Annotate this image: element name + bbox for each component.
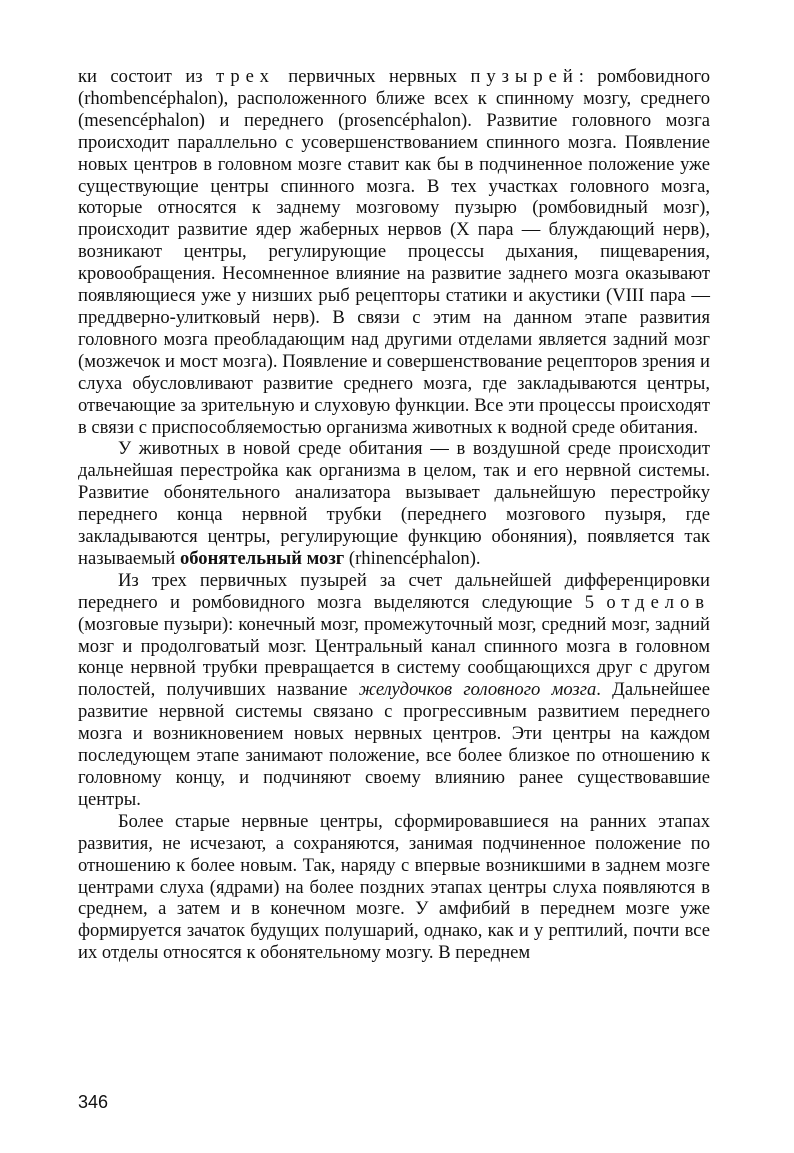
bold-term: обонятельный мозг	[179, 547, 345, 569]
text-run: . Дальнейшее развитие нервной системы связано с прогрессивным развитием переднего мозга и возникновением новых нервных центров. Эти центры на каждом последующем этапе занимают положение, все более близкое по отношению к головному концу, и подчиняют своему влиянию ранее существовавшие центры.	[78, 679, 710, 810]
text-run: ки состоит из	[78, 66, 217, 87]
text-run: Из трех первичных пузырей за счет дальнейшей дифференцировки переднего и ромбовидного мозга выделяются следующие 5	[78, 569, 710, 613]
spaced-text-run: пузырей	[470, 66, 579, 87]
page-body	[78, 66, 710, 964]
paragraph-1	[78, 66, 710, 438]
text-run: первичных нервных	[274, 66, 471, 87]
italic-term: желудочков головного мозга	[358, 679, 597, 701]
page-number: 346	[78, 1092, 109, 1112]
spaced-text-run: отделов	[606, 591, 710, 613]
paragraph-3	[78, 570, 710, 811]
spaced-text-run: трех	[216, 66, 275, 87]
paragraph-4	[78, 811, 710, 964]
text-run: : ромбовидного (rhombencéphalon), расположенного ближе всех к спинному мозгу, среднего (mesencéphalon) и переднего (prosencéphalon). Развитие головного мозга происходит параллельно с усовершенствованием спинного мозга. Появление новых центров в головном мозге ставит как бы в подчиненное положение уже существующие центры спинного мозга. В тех участках головного мозга, которые относятся к заднему мозговому пузырю (ромбовидный мозг), происходит развитие ядер жаберных нервов (X пара — блуждающий нерв), возникают центры, регулирующие процессы дыхания, пищеварения, кровообращения. Несомненное влияние на развитие заднего мозга оказывают появляющиеся уже у низших рыб рецепторы статики и акустики (VIII пара — преддверно-улитковый нерв). В связи с этим на данном этапе развития головного мозга преобладающим над другими отделами является задний мозг (мозжечок и мост мозга). Появление и совершенствование рецепторов зрения и слуха обусловливают развитие среднего мозга, где закладываются центры, отвечающие за зрительную и слуховую функции. Все эти процессы происходят в связи с приспособляемостью организма животных к водной среде обитания.	[78, 66, 710, 438]
text-run: (rhinencéphalon).	[344, 547, 481, 569]
text-run: У животных в новой среде обитания — в воздушной среде происходит дальнейшая перестройка как организма в целом, так и его нервной системы. Развитие обонятельного анализатора вызывает дальнейшую перестройку переднего конца нервной трубки (переднего мозгового пузыря, где закладываются центры, регулирующие функцию обоняния), появляется так называемый	[78, 438, 710, 569]
paragraph-2	[78, 438, 710, 569]
text-run: (мозговые пузыри): конечный мозг, промежуточный мозг, средний мозг, задний мозг и продолговатый мозг. Центральный канал спинного мозга в головном конце нервной трубки превращается в систему сообщающихся друг с другом полостей, получивших название	[78, 613, 710, 701]
text-run: Более старые нервные центры, сформировавшиеся на ранних этапах развития, не исчезают, а сохраняются, занимая подчиненное положение по отношению к более новым. Так, наряду с впервые возникшими в заднем мозге центрами слуха (ядрами) на более поздних этапах центры слуха появляются в среднем, а затем и в конечном мозге. У амфибий в переднем мозге уже формируется зачаток будущих полушарий, однако, как и у рептилий, почти все их отделы относятся к обонятельному мозгу. В переднем	[78, 810, 710, 964]
